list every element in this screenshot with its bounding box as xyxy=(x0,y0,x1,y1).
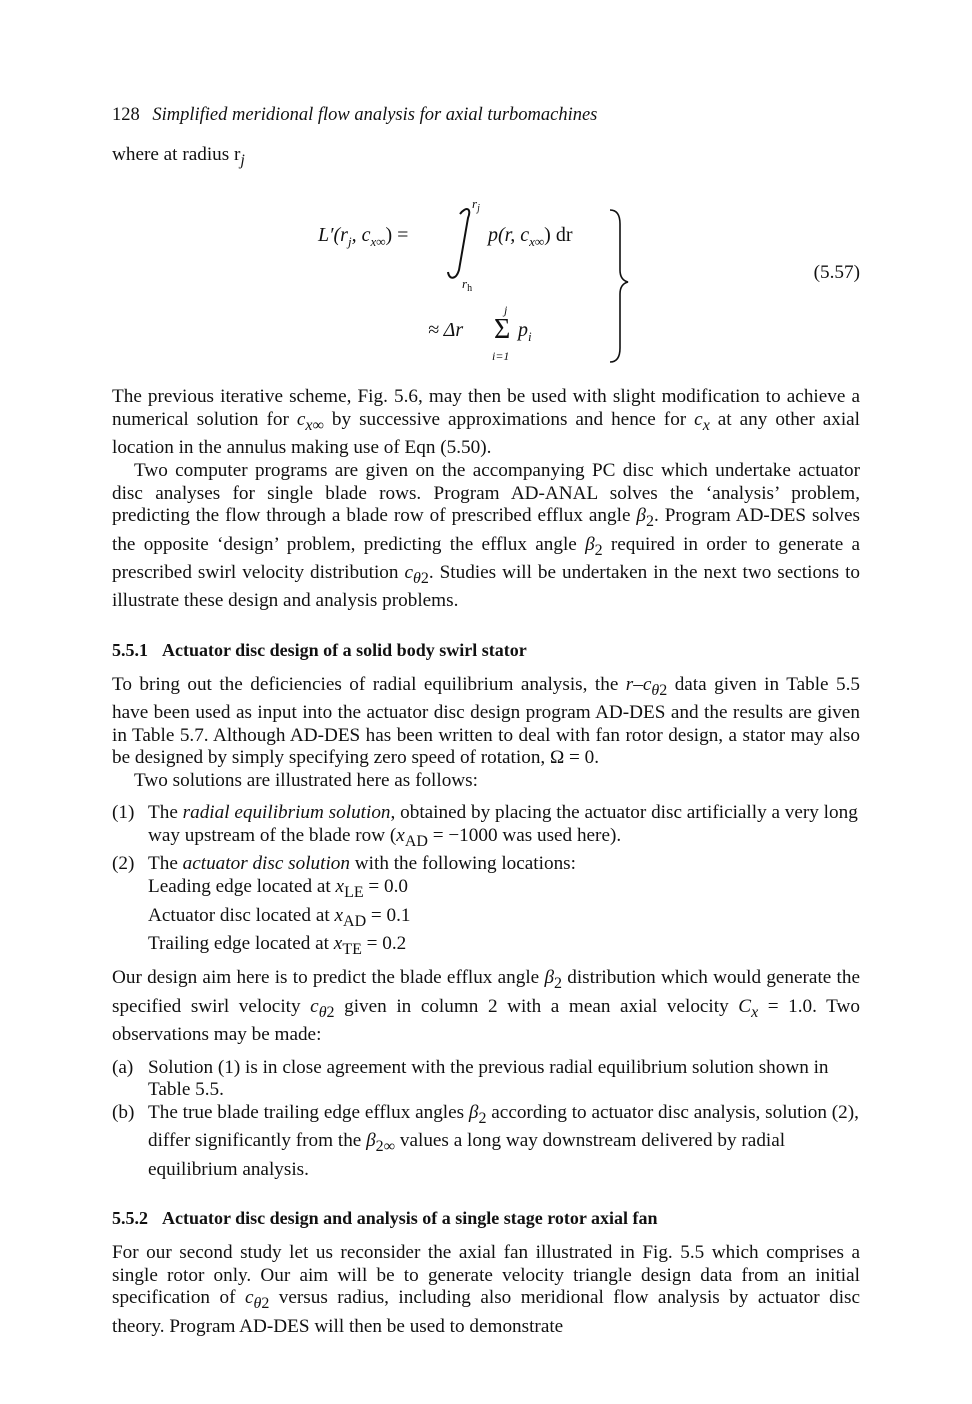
sum-term: $p_i$ xyxy=(518,319,532,345)
page xyxy=(112,104,860,1338)
observations-list xyxy=(112,1057,860,1182)
integral-sign xyxy=(448,209,469,278)
section-551-paragraph-3: Our design aim here is to predict the blade efflux angle $\beta_2$ distribution which would generate the specified swirl velocity $c_{\theta 2}$ given in column 2 with a mean axial velocity $C_x = 1.0$. Two observations may be made: xyxy=(112,967,860,1046)
eq-approx: ≈ Δr xyxy=(428,319,464,342)
equation-graphic xyxy=(112,178,860,374)
integrand: p(r, $c_{x\infty}$) dr xyxy=(488,224,573,250)
sum-lower: i=1 xyxy=(492,349,510,364)
equation-number: (5.57) xyxy=(813,262,860,284)
location-line: Leading edge located at $x_{LE} = 0.0$ xyxy=(148,876,409,901)
section-heading-5-5-1: 5.5.1 Actuator disc design of a solid body swirl stator xyxy=(112,640,527,661)
list-item: (2) The actuator disc solution with the following locations: Leading edge located at $x_{LE} = 0.0$ Actuator disc located at $x_{AD} = 0.1$ Trailing edge located at $x_{TE} = 0.2$ xyxy=(112,853,860,961)
sum-sign: Σ xyxy=(494,314,511,346)
location-line: Trailing edge located at $x_{TE} = 0.2$ xyxy=(148,932,407,958)
right-brace xyxy=(610,210,628,362)
integral-lower-limit: $r_h$ xyxy=(462,276,473,295)
intro-line: where at radius $r_j$ xyxy=(112,144,245,169)
section-551-paragraph-2: Two solutions are illustrated here as follows: xyxy=(134,769,478,791)
list-item: (a) Solution (1) is in close agreement with the previous radial equilibrium solution shown in Table 5.5. xyxy=(112,1056,829,1101)
solutions-list xyxy=(112,802,860,961)
location-line: Actuator disc located at $x_{AD} = 0.1$ xyxy=(148,904,411,930)
list-item: (b) The true blade trailing edge efflux angles $\beta_2$ according to actuator disc analysis, solution (2), differ significantly from the $\beta_{2\infty}$ values a long way downstream delivered by radial equilibrium analysis. xyxy=(112,1101,859,1180)
equation-5-57 xyxy=(112,178,860,374)
paragraph-2: Two computer programs are given on the accompanying PC disc which undertake actuator disc analyses for single blade rows. Program AD-ANAL solves the ‘analysis’ problem, predicting the flow through a blade row of prescribed efflux angle $\beta_2$. Program AD-DES solves the opposite ‘design’ problem, predicting the efflux angle $\beta_2$ required in order to generate a prescribed swirl velocity distribution $c_{\theta 2}$. Studies will be undertaken in the next two sections to illustrate these design and analysis problems. xyxy=(112,460,861,612)
section-552-paragraph-1: For our second study let us reconsider the axial fan illustrated in Fig. 5.5 which comprises a single rotor only. Our aim will be to generate velocity triangle design data from an initial specification of $c_{\theta 2}$ versus radius, including also meridional flow analysis by actuator disc theory. Program AD-DES will then be used to demonstrate xyxy=(112,1242,861,1337)
integral-upper-limit: $r_j$ xyxy=(472,196,480,215)
list-item: (1) The radial equilibrium solution, obtained by placing the actuator disc artificially a very long way upstream of the blade row ($x_{AD} = -1000$ was used here). xyxy=(112,802,858,850)
section-551-paragraph-1: To bring out the deficiencies of radial equilibrium analysis, the $r-c_{\theta 2}$ data given in Table 5.5 have been used as input into the actuator disc design program AD-DES and the results are given in Table 5.7. Although AD-DES has been written to deal with fan rotor design, a stator may also be designed by simply specifying zero speed of rotation, Ω = 0. xyxy=(112,673,860,769)
running-title: Simplified meridional flow analysis for axial turbomachines xyxy=(152,105,598,125)
running-header xyxy=(112,104,860,126)
paragraph-1: The previous iterative scheme, Fig. 5.6, may then be used with slight modification to achieve a numerical solution for $c_{x\infty}$ by successive approximations and hence for $c_x$ at any other axial location in the annulus making use of Eqn (5.50). xyxy=(112,386,861,459)
page-number: 128 xyxy=(112,105,140,125)
section-heading-5-5-2: 5.5.2 Actuator disc design and analysis of a single stage rotor axial fan xyxy=(112,1208,658,1229)
eq-lhs: $L'(r_j$, $c_{x\infty}$) = xyxy=(318,224,409,250)
sum-upper: j xyxy=(504,303,508,318)
